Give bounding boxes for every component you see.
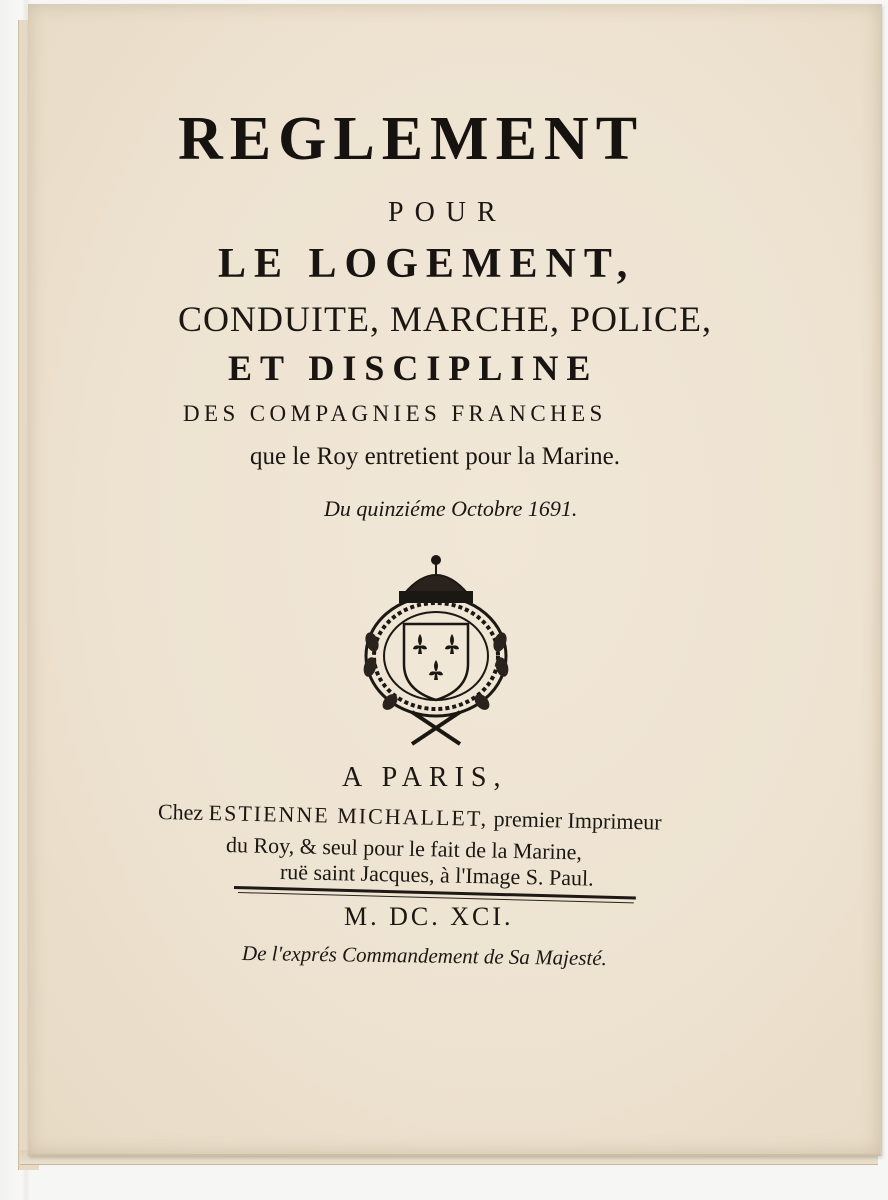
imprint-city: A PARIS, (342, 762, 508, 793)
imprint-printer-name: ESTIENNE MICHALLET, (208, 800, 489, 831)
royal-authority-line: De l'exprés Commandement de Sa Majesté. (241, 941, 608, 971)
subtitle-conduite: CONDUITE, MARCHE, POLICE, (178, 299, 712, 339)
subtitle-compagnies: DES COMPAGNIES FRANCHES (183, 401, 607, 426)
subtitle-pour: POUR (388, 197, 507, 228)
subtitle-discipline: ET DISCIPLINE (228, 348, 599, 388)
imprint-line-3: ruë saint Jacques, à l'Image S. Paul. (279, 859, 594, 891)
imprint-line-2: du Roy, & seul pour le fait de la Marine, (225, 832, 583, 865)
title-page (28, 4, 882, 1156)
royal-arms-fleur-de-lis-icon (360, 552, 512, 748)
date-line: Du quinziéme Octobre 1691. (324, 496, 578, 521)
subtitle-logement: LE LOGEMENT, (218, 241, 636, 287)
document-title: REGLEMENT (178, 105, 645, 173)
imprint-chez: Chez (157, 799, 204, 825)
imprint-line-1-rest: premier Imprimeur (493, 806, 662, 835)
publication-year: M. DC. XCI. (344, 902, 514, 931)
subtitle-roy-marine: que le Roy entretient pour la Marine. (250, 443, 621, 470)
imprint-line-1 (158, 799, 662, 836)
